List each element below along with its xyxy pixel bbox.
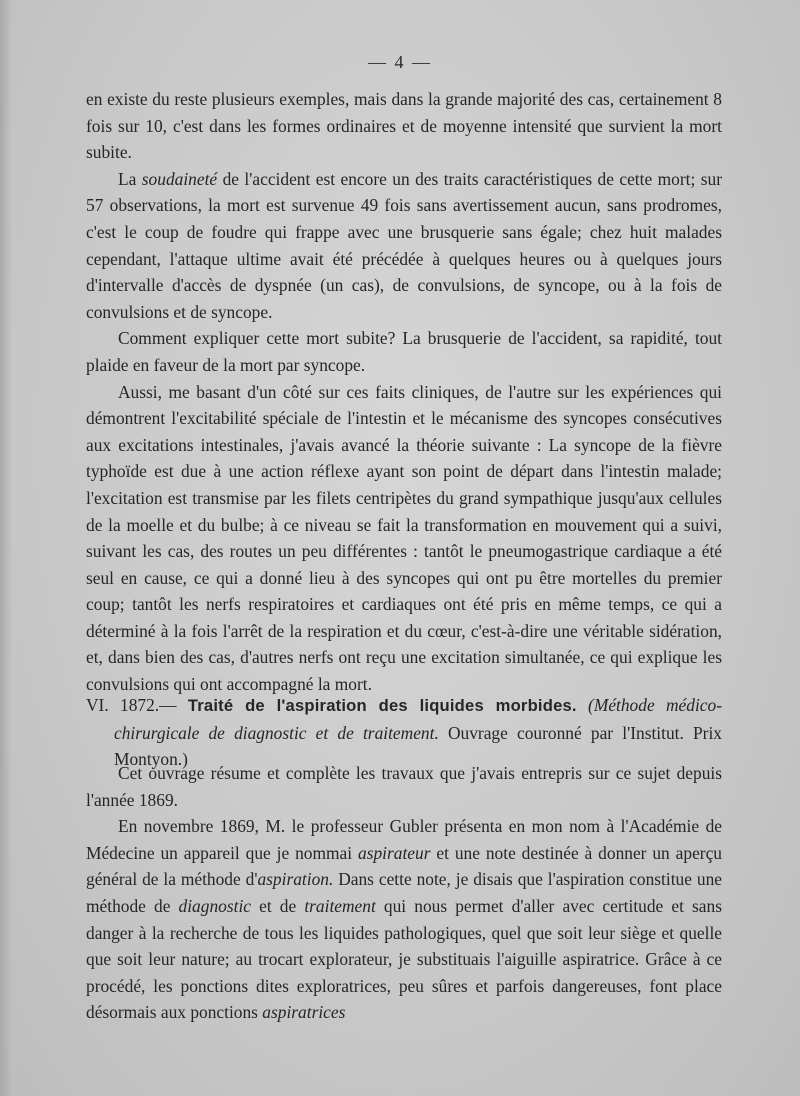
paragraph-4-run-1: Aussi, me basant d'un côté sur ces faits cliniques, de l'autre sur les expériences qui démontrent l'excitabilité spéciale de l'intestin et le mécanisme des syncopes consécutives aux excitations intestinales, j'avais avancé la théorie suivante : La syncope de la fièvre typhoïde est due à une action réflexe ayant son point de départ dans l'intestin malade; l'excitation est transmise par les filets centripètes du grand sympathique jusqu'aux cellules de la moelle et du bulbe; à ce niveau se fait la transformation en mouvement qui a suivi, suivant les cas, des routes un peu différentes : tantôt le pneumogastrique cardiaque a été seul en cause, ce qui a donné lieu à des syncopes qui ont pu être mortelles du premier coup; tantôt les nerfs respiratoires et cardiaques ont été pris en même temps, ce qui a déterminé à la fois l'arrêt de la respiration et du cœur, c'est-à-dire une véritable sidération, et, dans bien des cas, d'autres nerfs ont reçu une excitation simultanée, ce qui explique les convulsions qui ont accompagné la mort. [86,381,722,695]
paragraph-5 [86,760,722,813]
body-text-bottom [86,760,722,1026]
section-prefix: VI. 1872.— [86,695,188,715]
paragraph-6-run-10-italic: aspiratrices [262,1002,346,1023]
paragraph-6 [86,813,722,1026]
paragraph-1 [86,86,722,166]
body-text-top [86,86,722,698]
paragraph-2-run-2-italic: soudaineté [141,168,218,189]
paragraph-2-run-1: La [118,168,142,189]
paragraph-2 [86,166,722,326]
paragraph-1-run-1: en existe du reste plusieurs exemples, mais dans la grande majorité des cas, certainement 8 fois sur 10, c'est dans les formes ordinaires et de moyenne intensité que survient la mort subite. [86,89,722,163]
paragraph-6-run-2-italic: aspirateur [358,842,431,863]
paragraph-6-run-8-italic: traitement [304,895,376,916]
page-number: — 4 — [368,52,432,72]
paragraph-6-run-9: qui nous permet d'aller avec certitude et sans danger à la recherche de tous les liquides pathologiques, quel que soit leur siège et quelle que soit leur nature; au trocart explorateur, je substituais l'aiguille aspiratrice. Grâce à ce procédé, les ponctions dites exploratrices, peu sûres et parfois dangereuses, font place désormais aux ponctions [86,895,722,1023]
section-title: Traité de l'aspiration des liquides morbides. [187,696,577,715]
paragraph-3 [86,325,722,378]
paragraph-2-run-3: de l'accident est encore un des traits caractéristiques de cette mort; sur 57 observations, la mort est survenue 49 fois sans avertissement aucun, sans prodromes, c'est le coup de foudre qui frappe avec une brusquerie sans égale; chez huit malades cependant, l'attaque ultime avait été précédée à quelques heures ou à quelques jours d'intervalle d'accès de dyspnée (un cas), de convulsions, de syncope, ou à la fois de convulsions et de syncope. [86,168,722,322]
paragraph-4 [86,379,722,698]
paragraph-3-run-1: Comment expliquer cette mort subite? La brusquerie de l'accident, sa rapidité, tout plaide en faveur de la mort par syncope. [86,328,722,375]
paragraph-5-run-1: Cet ouvrage résume et complète les travaux que j'avais entrepris sur ce sujet depuis l'année 1869. [86,763,722,810]
paragraph-6-run-6-italic: diagnostic [178,895,251,916]
paragraph-6-run-5: Dans cette note, je disais que l'aspiration constitue une méthode de [86,869,722,916]
paragraph-6-run-1: En novembre 1869, M. le professeur Gubler présenta en mon nom à l'Académie de Médecine un appareil que je nommai [86,816,722,863]
paragraph-6-run-7: et de [251,895,305,916]
paragraph-6-run-3: et une note destinée à donner un aperçu général de la méthode d' [86,842,722,890]
section-subtitle-plain: Ouvrage couronné par l'Institut. Prix Montyon.) [114,722,722,770]
section-subtitle-italic: (Méthode médico-chirurgicale de diagnostic et de traitement. [114,695,722,743]
scan-edge-shadow [0,0,12,1096]
paragraph-6-run-4-italic: aspiration. [257,869,334,890]
